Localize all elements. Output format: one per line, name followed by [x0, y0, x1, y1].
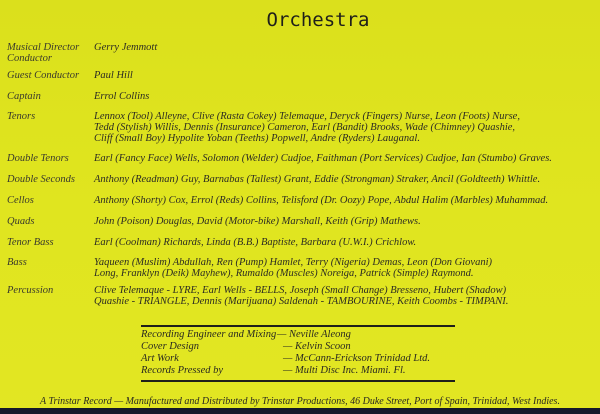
- role-label: Captain: [7, 91, 41, 102]
- distribution-footer: A Trinstar Record — Manufactured and Distributed by Trinstar Productions, 46 Duke Street, Port of Spain, Trinidad, West Indies.: [40, 396, 560, 407]
- member-names: Clive Telemaque - LYRE, Earl Wells - BELLS, Joseph (Small Change) Bresseno, Hubert (Shadow) Quashie - TRIANGLE, Dennis (Marijuana) Saldenah - TAMBOURINE, Keith Coombs - TIMPANI.: [94, 285, 509, 307]
- role-label: Cellos: [7, 195, 34, 206]
- role-label: Quads: [7, 216, 35, 227]
- credit-value: — Multi Disc Inc. Miami. Fl.: [283, 365, 406, 376]
- credit-label: Records Pressed by: [141, 365, 224, 376]
- credit-row-art-work: [141, 353, 455, 364]
- role-label: Tenors: [7, 111, 36, 122]
- credit-value: — McCann-Erickson Trinidad Ltd.: [283, 353, 431, 364]
- member-names: Anthony (Shorty) Cox, Errol (Reds) Collins, Telisford (Dr. Oozy) Pope, Abdul Halim (Marbles) Muhammad.: [94, 195, 549, 206]
- role-label: Percussion: [7, 285, 54, 296]
- member-names: Yaqueen (Muslim) Abdullah, Ren (Pump) Hamlet, Terry (Nigeria) Demas, Leon (Don Giovani) Long, Franklyn (Deik) Mayhew), Rumaldo (Muscles) Noreiga, Patrick (Simple) Raymond.: [94, 257, 492, 279]
- page-title: [0, 9, 600, 31]
- credit-value: — Kelvin Scoon: [283, 341, 351, 352]
- member-names: John (Poison) Douglas, David (Motor-bike) Marshall, Keith (Grip) Mathews.: [94, 216, 421, 227]
- bottom-edge-strip: [0, 408, 600, 414]
- member-names: Errol Collins: [94, 91, 150, 102]
- production-credits: [141, 325, 455, 382]
- credit-row-cover-design: [141, 341, 455, 352]
- credit-row-records-pressed-by: [141, 365, 455, 376]
- credit-row-recording-engineer: [141, 329, 455, 340]
- role-label: Double Seconds: [7, 174, 75, 185]
- member-names: Lennox (Tool) Alleyne, Clive (Rasta Cokey) Telemaque, Deryck (Fingers) Nurse, Leon (Foots) Nurse, Tedd (Stylish) Willis, Dennis (Insurance) Cameron, Earl (Bandit) Brooks, Wade (Chimney) Quashie, Cliff (Small Boy) Hypolite Yoban (Teeths) Popwell, Andre (Ryders) Lauganal.: [94, 111, 520, 144]
- role-label: Tenor Bass: [7, 237, 54, 248]
- role-label: Double Tenors: [7, 153, 69, 164]
- role-label: Musical Director Conductor: [7, 42, 80, 64]
- member-names: Paul Hill: [94, 70, 133, 81]
- member-names: Earl (Fancy Face) Wells, Solomon (Welder) Cudjoe, Faithman (Port Services) Cudjoe, Ian (Stumbo) Graves.: [94, 153, 552, 164]
- member-names: Anthony (Readman) Guy, Barnabas (Tallest) Grant, Eddie (Strongman) Straker, Ancil (Goldteeth) Whittle.: [94, 174, 541, 185]
- role-label: Guest Conductor: [7, 70, 80, 81]
- credit-label: Recording Engineer and Mixing: [141, 329, 277, 340]
- member-names: Gerry Jemmott: [94, 42, 158, 53]
- credit-label: Art Work: [141, 353, 179, 364]
- page-title-text: Orchestra: [266, 9, 370, 31]
- member-names: Earl (Coolman) Richards, Linda (B.B.) Baptiste, Barbara (U.W.I.) Crichlow.: [94, 237, 417, 248]
- role-label: Bass: [7, 257, 27, 268]
- credit-label: Cover Design: [141, 341, 200, 352]
- credit-value: — Neville Aleong: [277, 329, 351, 340]
